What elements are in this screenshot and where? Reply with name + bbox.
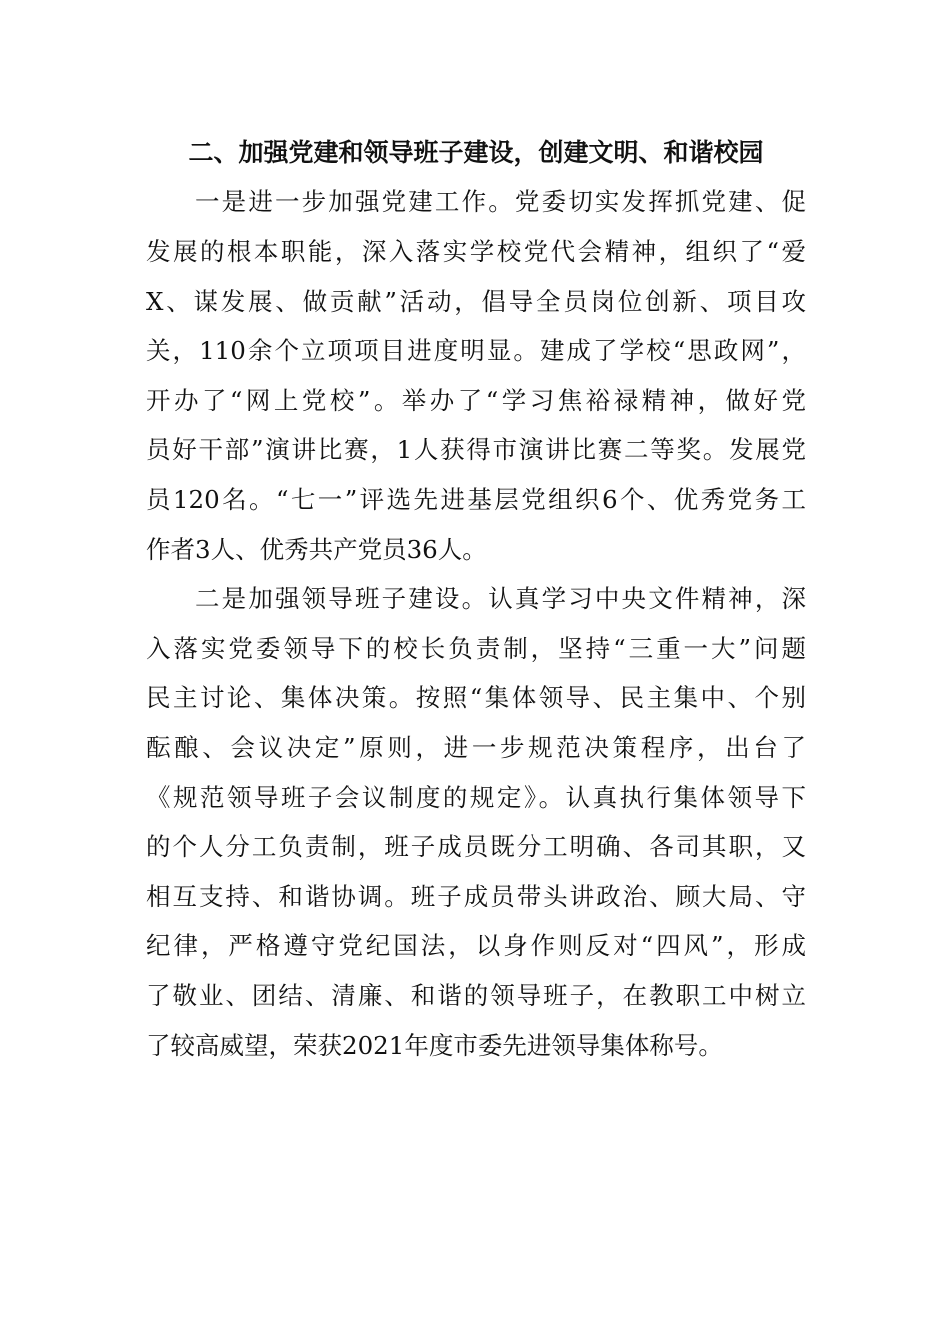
paragraph-2-line-10: 了较高威望，荣获2021年度市委先进领导集体称号。 xyxy=(146,1031,723,1060)
paragraph-2-line-6: 的个人分工负责制，班子成员既分工明确、各司其职，又 xyxy=(146,832,806,861)
section-heading: 二、加强党建和领导班子建设，创建文明、和谐校园 xyxy=(188,138,764,167)
paragraph-1-line-1: 一是进一步加强党建工作。党委切实发挥抓党建、促 xyxy=(195,187,806,216)
paragraph-1-line-8: 作者3人、优秀共产党员36人。 xyxy=(146,535,487,564)
paragraph-2-line-7: 相互支持、和谐协调。班子成员带头讲政治、顾大局、守 xyxy=(146,882,806,911)
paragraph-1-line-7: 员120名。“七一”评选先进基层党组织6个、优秀党务工 xyxy=(146,485,806,514)
paragraph-2-line-5: 《规范领导班子会议制度的规定》。认真执行集体领导下 xyxy=(146,783,806,812)
paragraph-2-line-4: 酝酿、会议决定”原则，进一步规范决策程序，出台了 xyxy=(146,733,806,762)
paragraph-1-line-6: 员好干部”演讲比赛，1人获得市演讲比赛二等奖。发展党 xyxy=(146,435,806,464)
paragraph-2-line-9: 了敬业、团结、清廉、和谐的领导班子，在教职工中树立 xyxy=(146,981,806,1010)
paragraph-2-line-8: 纪律，严格遵守党纪国法，以身作则反对“四风”，形成 xyxy=(146,931,806,960)
paragraph-2-line-2: 入落实党委领导下的校长负责制，坚持“三重一大”问题 xyxy=(146,634,806,663)
paragraph-1-line-2: 发展的根本职能，深入落实学校党代会精神，组织了“爱 xyxy=(146,237,806,266)
paragraph-2-line-3: 民主讨论、集体决策。按照“集体领导、民主集中、个别 xyxy=(146,683,806,712)
paragraph-1-line-4: 关，110余个立项项目进度明显。建成了学校“思政网”， xyxy=(146,336,806,365)
paragraph-1-line-3: X、谋发展、做贡献”活动，倡导全员岗位创新、项目攻 xyxy=(146,287,806,316)
paragraph-2-line-1: 二是加强领导班子建设。认真学习中央文件精神，深 xyxy=(195,584,806,613)
paragraph-1-line-5: 开办了“网上党校”。举办了“学习焦裕禄精神，做好党 xyxy=(146,386,806,415)
